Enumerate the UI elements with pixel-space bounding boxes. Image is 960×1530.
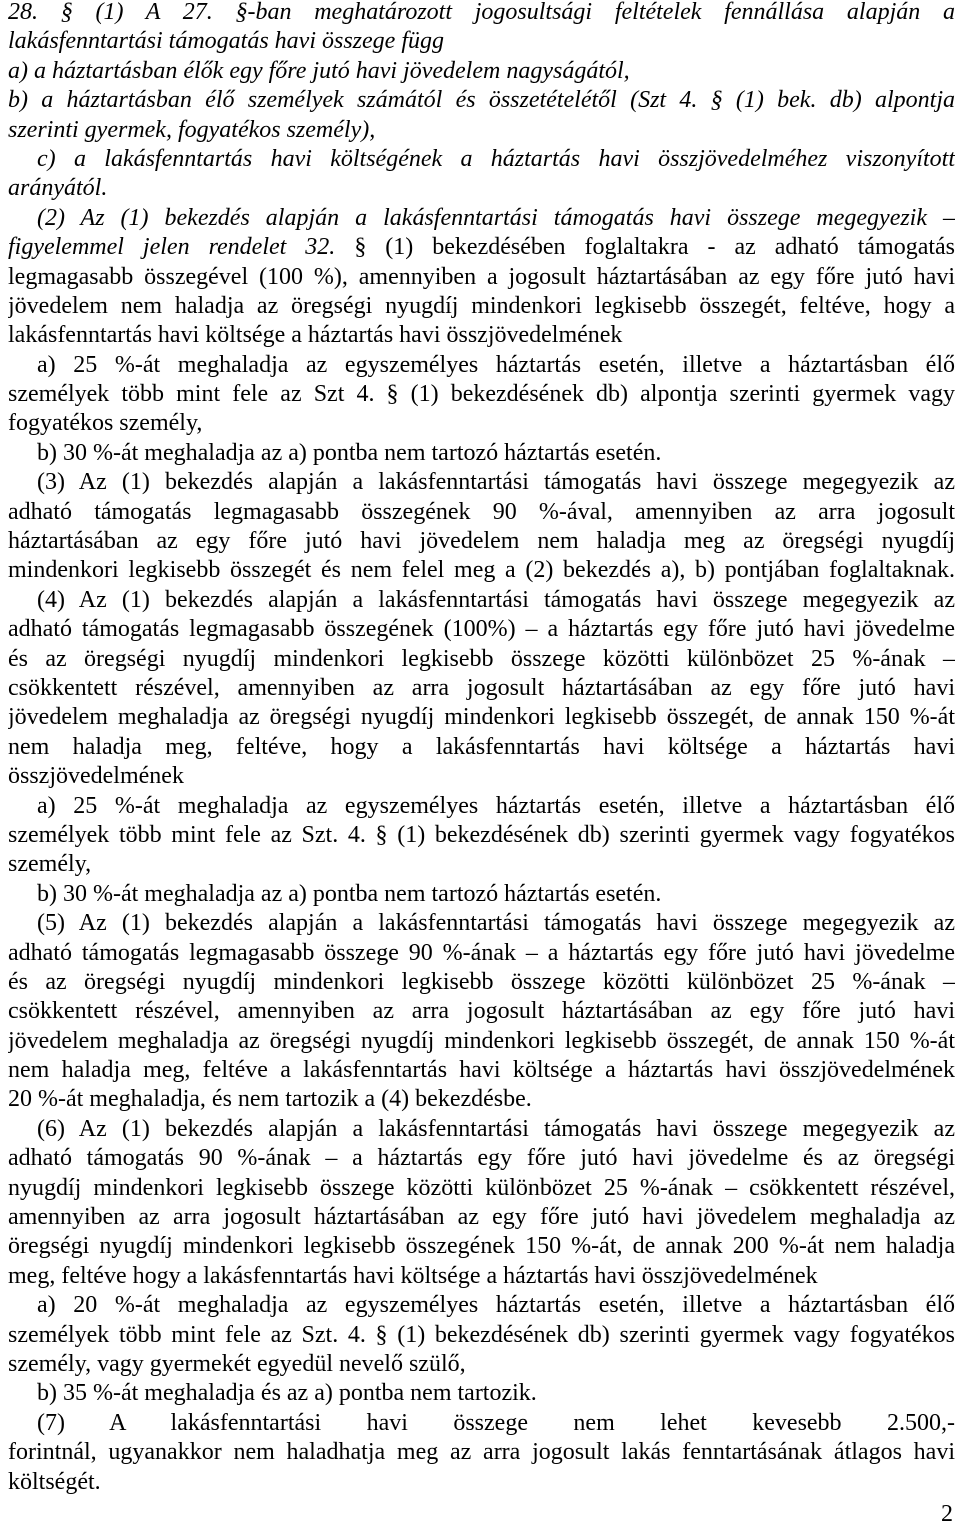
text-line bbox=[8, 233, 955, 262]
document-body bbox=[8, 0, 955, 1497]
text-line: forintnál, ugyanakkor nem haladhatja meg az arra jogosult lakás fenntartásának átlagos havi bbox=[8, 1439, 955, 1466]
text-line: b) 35 %-át meghaladja és az a) pontba nem tartozik. bbox=[37, 1380, 537, 1407]
text-line: (2) Az (1) bekezdés alapján a lakásfenntartási támogatás havi összege megegyezik – bbox=[37, 204, 955, 231]
text-line: (3) Az (1) bekezdés alapján a lakásfenntartási támogatás havi összege megegyezik az bbox=[37, 469, 955, 496]
paragraph-6-point-a bbox=[8, 1291, 955, 1379]
text-line: c) a lakásfenntartás havi költségének a háztartás havi összjövedelméhez viszonyított bbox=[37, 145, 955, 172]
text-line: a) 20 %-át meghaladja az egyszemélyes háztartás esetén, illetve a háztartásban élő bbox=[37, 1292, 955, 1319]
paragraph-2 bbox=[8, 204, 955, 351]
text-line: (6) Az (1) bekezdés alapján a lakásfenntartási támogatás havi összege megegyezik az bbox=[37, 1115, 955, 1142]
text-line: amennyiben az arra jogosult háztartásában az egy főre jutó havi jövedelem meghaladja az bbox=[8, 1204, 955, 1231]
text-line: adható támogatás 90 %-ának – a háztartás egy főre jutó havi jövedelme és az öregségi bbox=[8, 1145, 955, 1172]
paragraph-4 bbox=[8, 586, 955, 792]
text-line: mindenkori legkisebb összegét és nem felel meg a (2) bekezdés a), b) pontjában foglaltaknak. bbox=[8, 557, 955, 584]
text-line: a) 25 %-át meghaladja az egyszemélyes háztartás esetén, illetve a háztartásban élő bbox=[37, 792, 955, 819]
text-line: arányától. bbox=[8, 175, 108, 202]
text-span: § (1) bekezdésében foglaltakra - az adható támogatás bbox=[354, 234, 955, 261]
text-line: jövedelem meghaladja az öregségi nyugdíj mindenkori legkisebb összegét, de annak 150 %-át bbox=[8, 1027, 955, 1054]
text-line: csökkentett részével, amennyiben az arra jogosult háztartásában az egy főre jutó havi bbox=[8, 998, 955, 1025]
page-number: 2 bbox=[941, 1501, 953, 1527]
text-line: csökkentett részével, amennyiben az arra jogosult háztartásában az egy főre jutó havi bbox=[8, 674, 955, 701]
paragraph-4-point-a bbox=[8, 792, 955, 880]
section-28-point-c bbox=[8, 145, 955, 204]
paragraph-5 bbox=[8, 909, 955, 1115]
paragraph-6-point-b bbox=[8, 1379, 955, 1408]
text-line: jövedelem nem haladja az öregségi nyugdíj mindenkori legkisebb összegét, feltéve, hogy a bbox=[8, 292, 955, 319]
paragraph-2-point-b bbox=[8, 439, 955, 468]
text-line: és az öregségi nyugdíj mindenkori legkisebb összege közötti különbözet 25 %-ának – bbox=[8, 645, 955, 672]
text-line: összjövedelmének bbox=[8, 763, 184, 790]
text-line: a) a háztartásban élők egy főre jutó havi jövedelem nagyságától, bbox=[8, 57, 630, 84]
text-line: (4) Az (1) bekezdés alapján a lakásfenntartási támogatás havi összege megegyezik az bbox=[37, 586, 955, 613]
text-line: adható támogatás legmagasabb összegének 90 %-ával, amennyiben az arra jogosult bbox=[8, 498, 955, 525]
paragraph-6 bbox=[8, 1115, 955, 1291]
text-line: fogyatékos személy, bbox=[8, 410, 203, 437]
text-line: költségét. bbox=[8, 1468, 101, 1495]
text-line: öregségi nyugdíj mindenkori legkisebb összegének 150 %-át, de annak 200 %-át nem haladja bbox=[8, 1233, 955, 1260]
section-28-paragraph-1 bbox=[8, 0, 955, 57]
text-line: (5) Az (1) bekezdés alapján a lakásfenntartási támogatás havi összege megegyezik az bbox=[37, 910, 955, 937]
text-line: lakásfenntartás havi költsége a háztartás havi összjövedelmének bbox=[8, 322, 623, 349]
text-line: (7) A lakásfenntartási havi összege nem lehet kevesebb 2.500,- bbox=[37, 1409, 955, 1436]
section-28-point-a bbox=[8, 57, 955, 86]
text-span-italic: figyelemmel jelen rendelet 32. bbox=[8, 234, 336, 261]
text-line: jövedelem meghaladja az öregségi nyugdíj mindenkori legkisebb összegét, de annak 150 %-át bbox=[8, 704, 955, 731]
text-line: b) 30 %-át meghaladja az a) pontba nem tartozó háztartás esetén. bbox=[37, 880, 662, 907]
paragraph-3 bbox=[8, 468, 955, 586]
text-line: nem haladja meg, feltéve a lakásfenntartás havi költsége a háztartás havi összjövedelmének bbox=[8, 1057, 955, 1084]
text-line: háztartásában az egy főre jutó havi jövedelem nem haladja meg az öregségi nyugdíj bbox=[8, 528, 955, 555]
text-line: nem haladja meg, feltéve, hogy a lakásfenntartás havi költsége a háztartás havi bbox=[8, 733, 955, 760]
text-line: b) a háztartásban élő személyek számától és összetételétől (Szt 4. § (1) bek. db) alpontja bbox=[8, 87, 955, 114]
paragraph-2-point-a bbox=[8, 351, 955, 439]
text-line: adható támogatás legmagasabb összege 90 %-ának – a háztartás egy főre jutó havi jövedelme bbox=[8, 939, 955, 966]
text-line: személy, vagy gyermekét egyedül nevelő szülő, bbox=[8, 1350, 466, 1377]
section-28-point-b bbox=[8, 86, 955, 145]
text-line: 20 %-át meghaladja, és nem tartozik a (4) bekezdésbe. bbox=[8, 1086, 532, 1113]
text-line: a) 25 %-át meghaladja az egyszemélyes háztartás esetén, illetve a háztartásban élő bbox=[37, 351, 955, 378]
text-line: szerinti gyermek, fogyatékos személy), bbox=[8, 116, 376, 143]
paragraph-7 bbox=[8, 1409, 955, 1497]
text-line: adható támogatás legmagasabb összegének (100%) – a háztartás egy főre jutó havi jövedelme bbox=[8, 616, 955, 643]
text-line: meg, feltéve hogy a lakásfenntartás havi költsége a háztartás havi összjövedelmének bbox=[8, 1262, 818, 1289]
text-line: személyek több mint fele az Szt. 4. § (1) bekezdésének db) szerinti gyermek vagy fogyatékos bbox=[8, 1321, 955, 1348]
text-line: b) 30 %-át meghaladja az a) pontba nem tartozó háztartás esetén. bbox=[37, 439, 662, 466]
text-line: személyek több mint fele az Szt 4. § (1) bekezdésének db) alpontja szerinti gyermek vagy bbox=[8, 381, 955, 408]
text-line: lakásfenntartási támogatás havi összege függ bbox=[8, 28, 444, 55]
text-line: és az öregségi nyugdíj mindenkori legkisebb összege közötti különbözet 25 %-ának – bbox=[8, 968, 955, 995]
text-line: személyek több mint fele az Szt. 4. § (1) bekezdésének db) szerinti gyermek vagy fogyatékos bbox=[8, 821, 955, 848]
text-line: legmagasabb összegével (100 %), amennyiben a jogosult háztartásában az egy főre jutó havi bbox=[8, 263, 955, 290]
paragraph-4-point-b bbox=[8, 880, 955, 909]
text-line: 28. § (1) A 27. §-ban meghatározott jogosultsági feltételek fennállása alapján a bbox=[8, 0, 955, 25]
text-line: személy, bbox=[8, 851, 92, 878]
text-line: nyugdíj mindenkori legkisebb összege közötti különbözet 25 %-ának – csökkentett részével, bbox=[8, 1174, 955, 1201]
